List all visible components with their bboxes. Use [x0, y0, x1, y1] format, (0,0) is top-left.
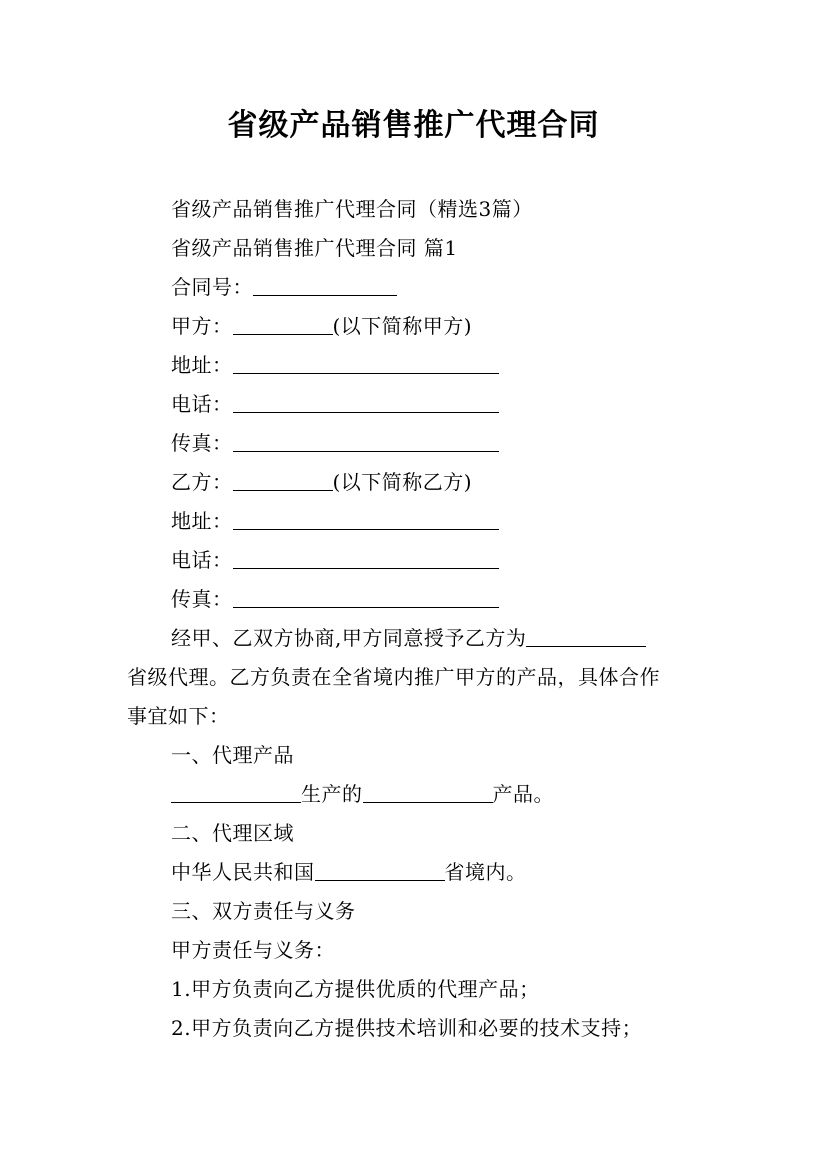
contract-number-line	[127, 268, 707, 307]
party-a-name-blank	[233, 310, 333, 335]
intro-line-2: 省级代理。乙方负责在全省境内推广甲方的产品，具体合作	[127, 665, 660, 689]
party-a-label: 甲方：	[171, 314, 233, 338]
party-a-line	[127, 307, 707, 346]
product-blank	[363, 778, 493, 803]
intro-line-1	[127, 619, 707, 658]
section-3-title: 三、双方责任与义务	[171, 899, 356, 923]
party-b-fax-line	[127, 580, 707, 619]
duty-item-1: 1.甲方负责向乙方提供优质的代理产品；	[171, 977, 540, 1001]
party-b-address-line	[127, 502, 707, 541]
duty-item-2: 2.甲方负责向乙方提供技术培训和必要的技术支持；	[171, 1016, 643, 1040]
party-a-note: (以下简称甲方)	[332, 314, 473, 338]
party-a-fax-label: 传真：	[171, 431, 233, 455]
contract-number-label: 合同号：	[171, 275, 253, 299]
party-a-address-line	[127, 346, 707, 385]
party-a-address-label: 地址：	[171, 353, 233, 377]
party-b-line	[127, 463, 707, 502]
section-1-body	[127, 775, 707, 814]
party-b-note: (以下简称乙方)	[332, 470, 473, 494]
party-a-fax-line	[127, 424, 707, 463]
party-b-name-blank	[233, 466, 333, 491]
party-b-phone-label: 电话：	[171, 548, 233, 572]
section-1-end: 产品。	[492, 782, 554, 806]
party-b-address-label: 地址：	[171, 509, 233, 533]
section-2-start: 中华人民共和国	[171, 860, 315, 884]
party-a-phone-blank	[233, 388, 499, 413]
document-body	[127, 190, 707, 1048]
intro-line-3: 事宜如下：	[127, 704, 230, 728]
section-1-title: 一、代理产品	[171, 743, 294, 767]
party-a-fax-blank	[233, 427, 499, 452]
section-2-body	[127, 853, 707, 892]
party-b-label: 乙方：	[171, 470, 233, 494]
manufacturer-blank	[171, 778, 301, 803]
party-a-address-blank	[233, 349, 499, 374]
party-b-fax-blank	[233, 583, 499, 608]
document-title: 省级产品销售推广代理合同	[227, 108, 600, 143]
province-blank	[315, 856, 445, 881]
party-b-address-blank	[233, 505, 499, 530]
party-a-duties-title: 甲方责任与义务：	[171, 938, 335, 962]
section-2-title: 二、代理区域	[171, 821, 294, 845]
party-a-phone-label: 电话：	[171, 392, 233, 416]
agency-blank	[526, 622, 646, 647]
party-a-phone-line	[127, 385, 707, 424]
section-1-mid: 生产的	[301, 782, 363, 806]
part-heading: 省级产品销售推广代理合同 篇1	[171, 236, 458, 260]
party-b-phone-line	[127, 541, 707, 580]
subtitle: 省级产品销售推广代理合同（精选3篇）	[171, 197, 533, 221]
party-b-phone-blank	[233, 544, 499, 569]
contract-number-blank	[253, 271, 397, 296]
section-2-end: 省境内。	[444, 860, 527, 884]
party-b-fax-label: 传真：	[171, 587, 233, 611]
intro-text-1: 经甲、乙双方协商,甲方同意授予乙方为	[171, 626, 527, 650]
